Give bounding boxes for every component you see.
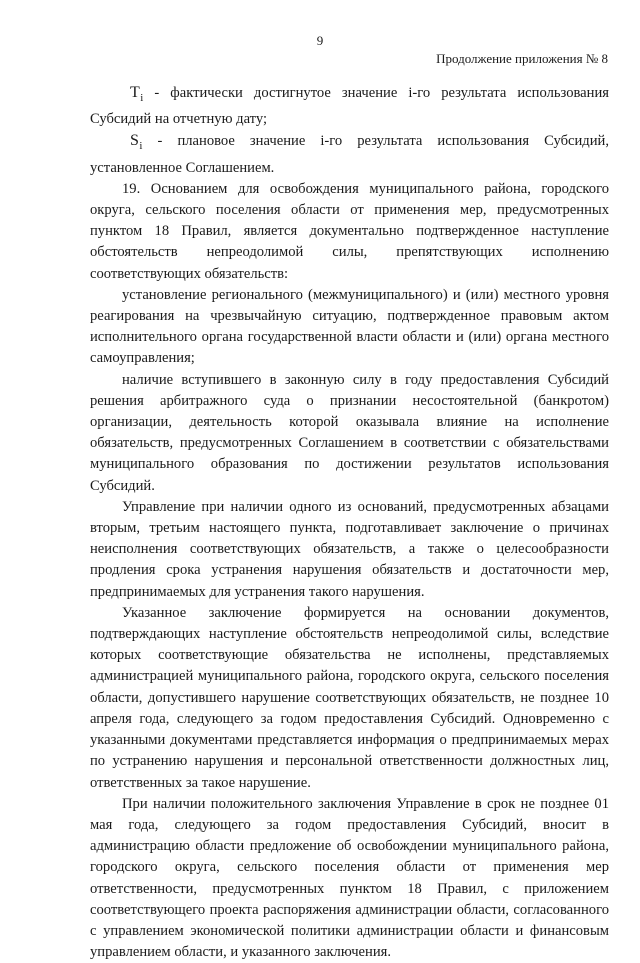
paragraph-clause-19: 19. Основанием для освобождения муниципального района, городского округа, сельского поселения области от применения мер, предусмотренных пунктом 18 Правил, является документально подтвержденное наступление обстоятельств непреодолимой силы, препятствующих исполнению соответствующих обязательств: — [90, 180, 609, 282]
page-number: 9 — [316, 33, 324, 48]
paragraph-conclusion-basis: Указанное заключение формируется на основании документов, подтверждающих наступление обстоятельств непреодолимой силы, вследствие которых соответствующие обязательства не исполнены, представляемых администрацией муниципального района, городского округа, сельского поселения области, допустившего нарушение соответствующих обязательств, не позднее 10 апреля года, следующего за годом предоставления Субсидий. Одновременно с указанными документами представляется информация о предпринимаемых мерах по устранению нарушения и персональной ответственности должностных лиц, ответственных за такое нарушение. — [90, 604, 609, 791]
symbol-t: T — [130, 84, 141, 101]
document-body — [90, 82, 609, 963]
paragraph-conclusion: Управление при наличии одного из оснований, предусмотренных абзацами вторым, третьим настоящего пункта, подготавливает заключение о причинах неисполнения соответствующих обязательств, а также о целесообразности продления срока устранения нарушения обязательств и достаточности мер, предпринимаемых для устранения такого нарушения. — [90, 498, 609, 600]
definition-si — [90, 130, 609, 178]
definition-text: - плановое значение i-го результата использования Субсидий, установленное Соглашением. — [90, 133, 609, 176]
paragraph-exemption-proposal: При наличии положительного заключения Управление в срок не позднее 01 мая года, следующего за годом предоставления Субсидий, вносит в администрацию области предложение об освобождении муниципального района, городского округа, сельского поселения области от применения мер ответственности, предусмотренных пунктом 18 Правил, с приложением соответствующего проекта распоряжения администрации области, согласованного с управлением экономической политики администрации области и финансовым управлением области, и указанного заключения. — [90, 795, 609, 961]
subscript-i: i — [140, 92, 144, 104]
definition-ti — [90, 82, 609, 130]
symbol-s: S — [130, 132, 140, 150]
paragraph-emergency: установление регионального (межмуниципального) и (или) местного уровня реагирования на чрезвычайную ситуацию, подтвержденное правовым актом исполнительного органа государственной власти области и (или) органа местного самоуправления; — [90, 286, 609, 367]
paragraph-bankruptcy: наличие вступившего в законную силу в году предоставления Субсидий решения арбитражного суда о признании несостоятельной (банкротом) организации, деятельность которой оказывала влияние на исполнение обязательств, предусмотренных Соглашением в соответствии с обязательствами муниципального образования по достижении результатов использования Субсидий. — [90, 371, 609, 494]
subscript-i: i — [139, 140, 143, 153]
appendix-continuation-note: Продолжение приложения № 8 — [436, 51, 608, 66]
definition-text: - фактически достигнутое значение i-го результата использования Субсидий на отчетную дату; — [90, 85, 609, 128]
